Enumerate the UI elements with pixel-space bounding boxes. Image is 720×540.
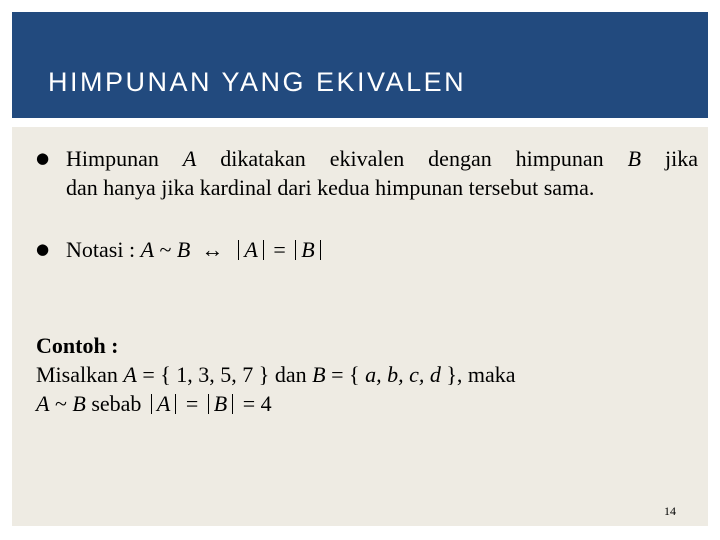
var-b: B [72, 391, 86, 416]
text-misalkan: Misalkan [36, 362, 118, 387]
iff-symbol: ↔ [201, 237, 224, 262]
slide-title: HIMPUNAN YANG EKIVALEN [48, 67, 467, 97]
var-b: B [213, 391, 228, 416]
definition-line-2: dan hanya jika kardinal dari kedua himpunan tersebut sama. [66, 175, 595, 200]
text-sebab: sebab [91, 391, 142, 416]
example-line-1 [36, 360, 516, 389]
var-b: B [627, 146, 642, 171]
title-bar [12, 12, 708, 118]
text-jika: jika [665, 146, 699, 171]
var-a: A [36, 391, 50, 416]
var-a: A [140, 237, 155, 262]
cardinality-a [151, 391, 176, 416]
slide-content [12, 127, 708, 526]
tilde-symbol: ~ [54, 391, 67, 416]
tilde-symbol: ~ [159, 237, 172, 262]
var-a: A [182, 146, 197, 171]
page-number: 14 [664, 504, 676, 518]
bullet-notation [66, 235, 325, 264]
example-title: Contoh : [36, 333, 119, 358]
equals-symbol: = [273, 237, 286, 262]
text-maka: }, maka [446, 362, 516, 387]
result-value: = 4 [242, 391, 272, 416]
var-b: B [176, 237, 191, 262]
text-dikatakan: dikatakan ekivalen dengan himpunan [220, 146, 604, 171]
set-open: = { [331, 362, 360, 387]
var-b: B [301, 237, 315, 262]
bullet-definition [66, 144, 698, 202]
bullet-dot-icon: ● [36, 240, 50, 258]
set-b-values: a, b, c, d [365, 362, 441, 387]
notation-label: Notasi : [66, 237, 136, 262]
var-a: A [244, 237, 258, 262]
cardinality-b [295, 237, 320, 262]
bullet-dot-icon: ● [36, 149, 50, 167]
cardinality-b [208, 391, 233, 416]
example-line-2 [36, 389, 516, 418]
definition-line-1 [66, 144, 698, 173]
set-a-values: = { 1, 3, 5, 7 } dan [142, 362, 307, 387]
var-b: B [312, 362, 326, 387]
cardinality-a [238, 237, 263, 262]
var-a: A [123, 362, 137, 387]
equals-symbol: = [185, 391, 199, 416]
text-himpunan: Himpunan [66, 146, 159, 171]
example-block [36, 331, 516, 418]
var-a: A [156, 391, 171, 416]
